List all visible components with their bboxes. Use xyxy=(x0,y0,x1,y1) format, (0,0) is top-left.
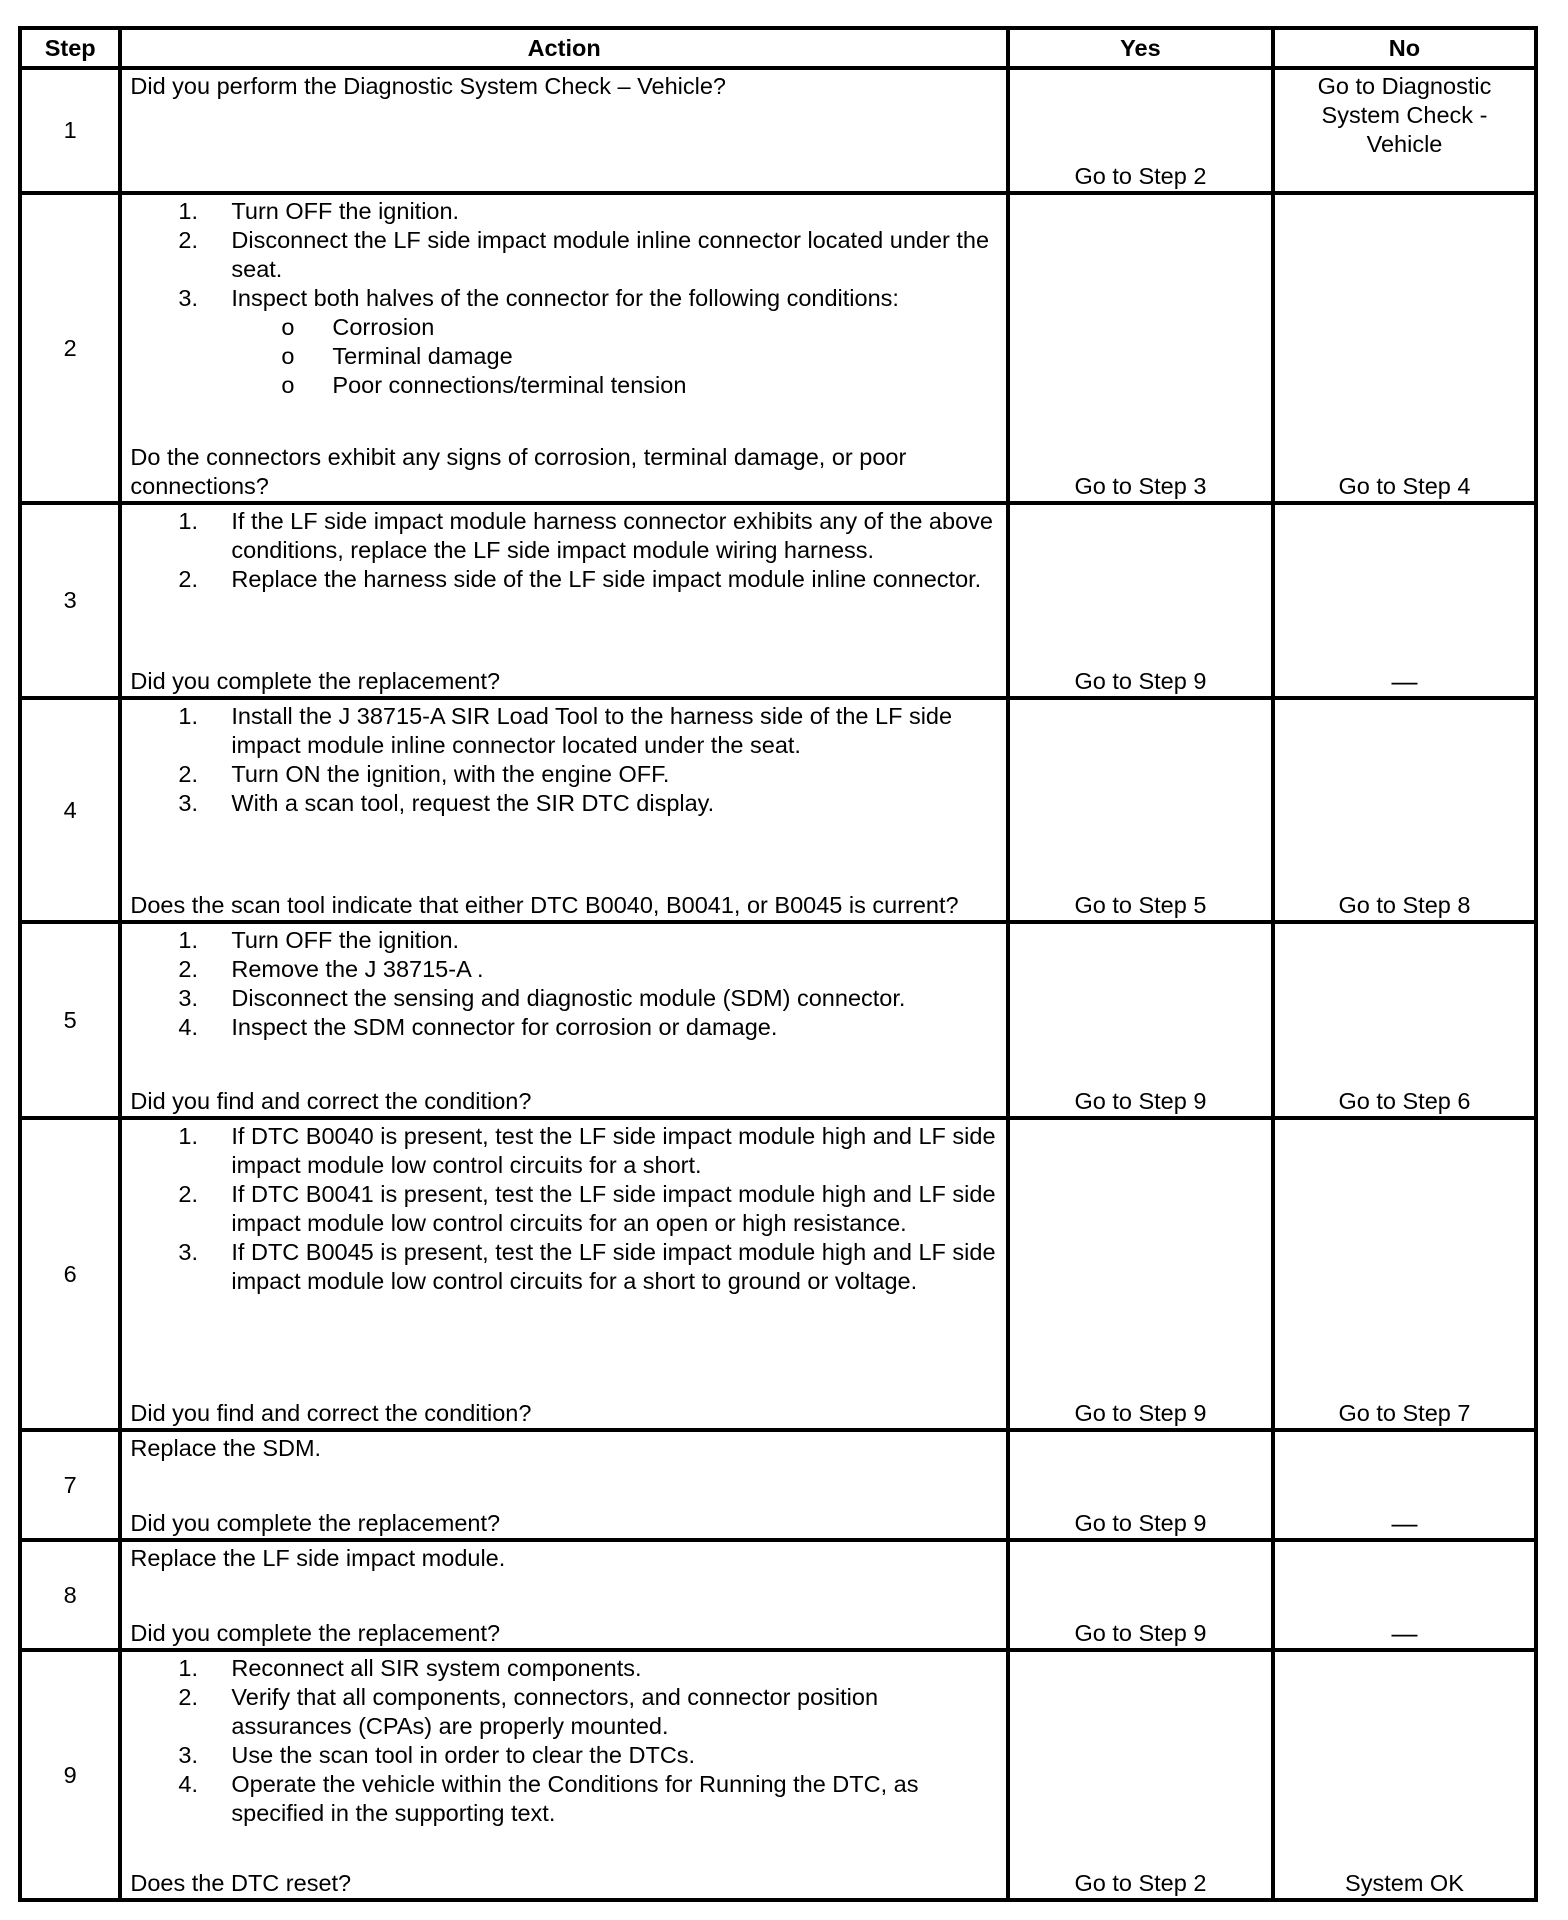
yes-cell xyxy=(1008,1540,1273,1650)
yes-cell xyxy=(1008,922,1273,1118)
action-cell xyxy=(120,1430,1008,1540)
action-steps xyxy=(130,926,998,1042)
no-cell xyxy=(1273,1430,1536,1540)
no-text: Go to Step 6 xyxy=(1338,1088,1471,1114)
table-row xyxy=(20,193,1536,503)
list-item: 4. Operate the vehicle within the Conditions for Running the DTC, as specified in the supporting text. xyxy=(178,1771,919,1826)
list-item: 2. Disconnect the LF side impact module inline connector located under the seat. xyxy=(178,227,990,282)
question-text: Does the DTC reset? xyxy=(130,1870,352,1896)
step-number: 3 xyxy=(20,503,120,698)
yes-cell xyxy=(1008,698,1273,922)
list-item: 3. With a scan tool, request the SIR DTC display. xyxy=(178,790,715,816)
no-text: Go to Step 4 xyxy=(1338,473,1471,499)
question-text: Did you find and correct the condition? xyxy=(130,1088,532,1114)
step-number: 7 xyxy=(20,1430,120,1540)
table-row xyxy=(20,1540,1536,1650)
list-item: 2. Verify that all components, connectors, and connector position assurances (CPAs) are properly mounted. xyxy=(178,1684,879,1739)
no-text: — xyxy=(1391,1618,1418,1648)
list-item: 1. Install the J 38715-A SIR Load Tool to the harness side of the LF side impact module inline connector located under the seat. xyxy=(178,703,953,758)
yes-text: Go to Step 2 xyxy=(1074,1870,1207,1896)
list-item: 1. If the LF side impact module harness connector exhibits any of the above conditions, replace the LF side impact module wiring harness. xyxy=(178,508,993,563)
list-item: 1. Turn OFF the ignition. xyxy=(178,198,460,224)
yes-text: Go to Step 3 xyxy=(1074,473,1207,499)
no-text: System OK xyxy=(1345,1870,1464,1896)
no-cell xyxy=(1273,193,1536,503)
list-item: 3. Inspect both halves of the connector for the following conditions: xyxy=(178,285,899,311)
no-text: Go to Diagnostic System Check - Vehicle xyxy=(1317,73,1492,157)
question-text: Does the scan tool indicate that either DTC B0040, B0041, or B0045 is current? xyxy=(130,892,959,918)
no-cell xyxy=(1273,68,1536,193)
yes-cell xyxy=(1008,68,1273,193)
condition-list xyxy=(130,313,998,400)
step-number: 1 xyxy=(20,68,120,193)
yes-cell xyxy=(1008,193,1273,503)
yes-text: Go to Step 9 xyxy=(1074,1510,1207,1536)
action-steps xyxy=(130,1654,998,1828)
action-cell xyxy=(120,698,1008,922)
question-text: Did you find and correct the condition? xyxy=(130,1400,532,1426)
step-number: 9 xyxy=(20,1650,120,1900)
yes-cell xyxy=(1008,503,1273,698)
yes-cell xyxy=(1008,1430,1273,1540)
list-item: 1. If DTC B0040 is present, test the LF side impact module high and LF side impact module low control circuits for a short. xyxy=(178,1123,996,1178)
action-steps xyxy=(130,702,998,818)
action-cell xyxy=(120,1118,1008,1430)
action-cell xyxy=(120,503,1008,698)
table-row xyxy=(20,922,1536,1118)
action-cell xyxy=(120,922,1008,1118)
no-cell xyxy=(1273,503,1536,698)
action-text: Did you perform the Diagnostic System Check – Vehicle? xyxy=(130,73,727,99)
no-cell xyxy=(1273,1540,1536,1650)
action-steps xyxy=(130,1122,998,1296)
list-item: 3. Disconnect the sensing and diagnostic module (SDM) connector. xyxy=(178,985,906,1011)
yes-cell xyxy=(1008,1118,1273,1430)
question-text: Did you complete the replacement? xyxy=(130,1510,501,1536)
list-item: o Corrosion xyxy=(281,314,435,340)
header-step: Step xyxy=(20,28,120,68)
step-number: 4 xyxy=(20,698,120,922)
list-item: o Poor connections/terminal tension xyxy=(281,372,687,398)
header-yes: Yes xyxy=(1008,28,1273,68)
list-item: 4. Inspect the SDM connector for corrosion or damage. xyxy=(178,1014,778,1040)
table-row xyxy=(20,68,1536,193)
action-text: Replace the LF side impact module. xyxy=(130,1545,506,1571)
no-text: Go to Step 7 xyxy=(1338,1400,1471,1426)
action-steps xyxy=(130,197,998,313)
step-number: 8 xyxy=(20,1540,120,1650)
header-row xyxy=(20,28,1536,68)
diagnostic-table xyxy=(18,26,1538,1902)
no-text: — xyxy=(1391,666,1418,696)
no-cell xyxy=(1273,698,1536,922)
no-cell xyxy=(1273,1650,1536,1900)
list-item: 3. If DTC B0045 is present, test the LF side impact module high and LF side impact module low control circuits for a short to ground or voltage. xyxy=(178,1239,996,1294)
action-text: Replace the SDM. xyxy=(130,1435,322,1461)
list-item: o Terminal damage xyxy=(281,343,513,369)
list-item: 1. Turn OFF the ignition. xyxy=(178,927,460,953)
question-text: Did you complete the replacement? xyxy=(130,1620,501,1646)
action-cell xyxy=(120,193,1008,503)
yes-text: Go to Step 2 xyxy=(1074,163,1207,189)
table-row xyxy=(20,698,1536,922)
yes-text: Go to Step 9 xyxy=(1074,1400,1207,1426)
list-item: 2. Replace the harness side of the LF side impact module inline connector. xyxy=(178,566,982,592)
action-cell xyxy=(120,68,1008,193)
list-item: 2. Turn ON the ignition, with the engine OFF. xyxy=(178,761,670,787)
question-text: Do the connectors exhibit any signs of corrosion, terminal damage, or poor connections? xyxy=(130,444,907,499)
step-number: 2 xyxy=(20,193,120,503)
no-text: Go to Step 8 xyxy=(1338,892,1471,918)
list-item: 2. Remove the J 38715-A . xyxy=(178,956,484,982)
list-item: 3. Use the scan tool in order to clear the DTCs. xyxy=(178,1742,696,1768)
header-action: Action xyxy=(120,28,1008,68)
question-text: Did you complete the replacement? xyxy=(130,668,501,694)
no-cell xyxy=(1273,1118,1536,1430)
yes-cell xyxy=(1008,1650,1273,1900)
table-row xyxy=(20,1430,1536,1540)
list-item: 1. Reconnect all SIR system components. xyxy=(178,1655,642,1681)
no-cell xyxy=(1273,922,1536,1118)
yes-text: Go to Step 9 xyxy=(1074,1088,1207,1114)
yes-text: Go to Step 5 xyxy=(1074,892,1207,918)
table-row xyxy=(20,503,1536,698)
yes-text: Go to Step 9 xyxy=(1074,668,1207,694)
step-number: 6 xyxy=(20,1118,120,1430)
table-row xyxy=(20,1118,1536,1430)
action-steps xyxy=(130,507,998,594)
list-item: 2. If DTC B0041 is present, test the LF side impact module high and LF side impact module low control circuits for an open or high resistance. xyxy=(178,1181,996,1236)
table-row xyxy=(20,1650,1536,1900)
step-number: 5 xyxy=(20,922,120,1118)
no-text: — xyxy=(1391,1508,1418,1538)
action-cell xyxy=(120,1650,1008,1900)
action-cell xyxy=(120,1540,1008,1650)
header-no: No xyxy=(1273,28,1536,68)
yes-text: Go to Step 9 xyxy=(1074,1620,1207,1646)
